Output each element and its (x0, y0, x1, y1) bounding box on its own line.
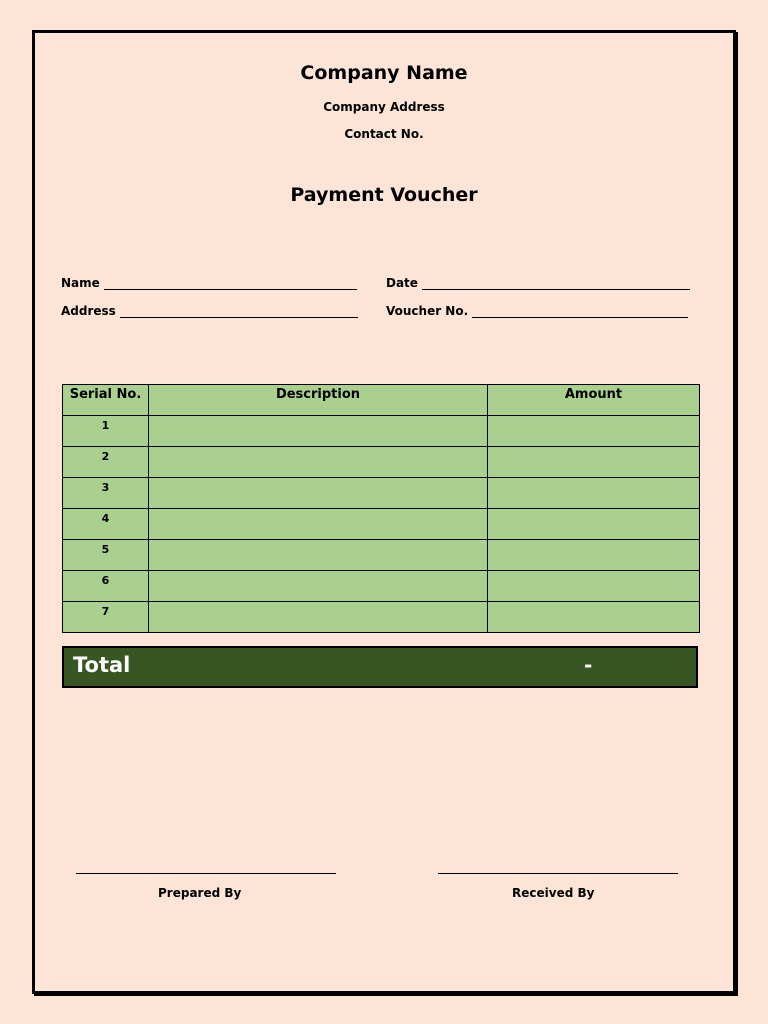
date-label: Date (386, 276, 418, 290)
table-row (63, 447, 700, 478)
description-cell[interactable] (149, 571, 488, 602)
total-label: Total (73, 653, 131, 677)
table-row (63, 509, 700, 540)
serial-cell: 7 (63, 602, 149, 633)
amount-cell[interactable] (488, 416, 700, 447)
name-label: Name (61, 276, 100, 290)
column-header-serial: Serial No. (63, 385, 149, 416)
serial-cell: 6 (63, 571, 149, 602)
company-name: Company Name (300, 62, 468, 84)
table-row (63, 540, 700, 571)
prepared-by-label: Prepared By (158, 886, 242, 900)
name-line[interactable] (104, 278, 357, 290)
contact-no: Contact No. (344, 127, 424, 141)
description-cell[interactable] (149, 602, 488, 633)
table-row (63, 416, 700, 447)
total-value: - (584, 653, 593, 677)
description-cell[interactable] (149, 540, 488, 571)
voucher-no-field[interactable] (386, 304, 688, 318)
amount-cell[interactable] (488, 602, 700, 633)
total-bar (62, 646, 698, 688)
amount-cell[interactable] (488, 478, 700, 509)
description-cell[interactable] (149, 478, 488, 509)
received-by-label: Received By (512, 886, 595, 900)
serial-cell: 5 (63, 540, 149, 571)
address-label: Address (61, 304, 116, 318)
table-row (63, 478, 700, 509)
serial-cell: 2 (63, 447, 149, 478)
amount-cell[interactable] (488, 509, 700, 540)
description-cell[interactable] (149, 447, 488, 478)
column-header-description: Description (149, 385, 488, 416)
amount-cell[interactable] (488, 571, 700, 602)
company-address: Company Address (323, 100, 445, 114)
description-cell[interactable] (149, 416, 488, 447)
address-field[interactable] (61, 304, 358, 318)
serial-cell: 1 (63, 416, 149, 447)
address-line[interactable] (120, 306, 358, 318)
date-field[interactable] (386, 276, 690, 290)
document-title: Payment Voucher (290, 184, 478, 206)
table-header-row (63, 385, 700, 416)
name-field[interactable] (61, 276, 357, 290)
date-line[interactable] (422, 278, 690, 290)
table-row (63, 571, 700, 602)
description-cell[interactable] (149, 509, 488, 540)
voucher-no-line[interactable] (472, 306, 688, 318)
prepared-by-signature-line[interactable] (76, 873, 336, 874)
amount-cell[interactable] (488, 540, 700, 571)
amount-cell[interactable] (488, 447, 700, 478)
serial-cell: 3 (63, 478, 149, 509)
voucher-table (62, 384, 700, 633)
table-row (63, 602, 700, 633)
received-by-signature-line[interactable] (438, 873, 678, 874)
voucher-no-label: Voucher No. (386, 304, 469, 318)
serial-cell: 4 (63, 509, 149, 540)
column-header-amount: Amount (488, 385, 700, 416)
